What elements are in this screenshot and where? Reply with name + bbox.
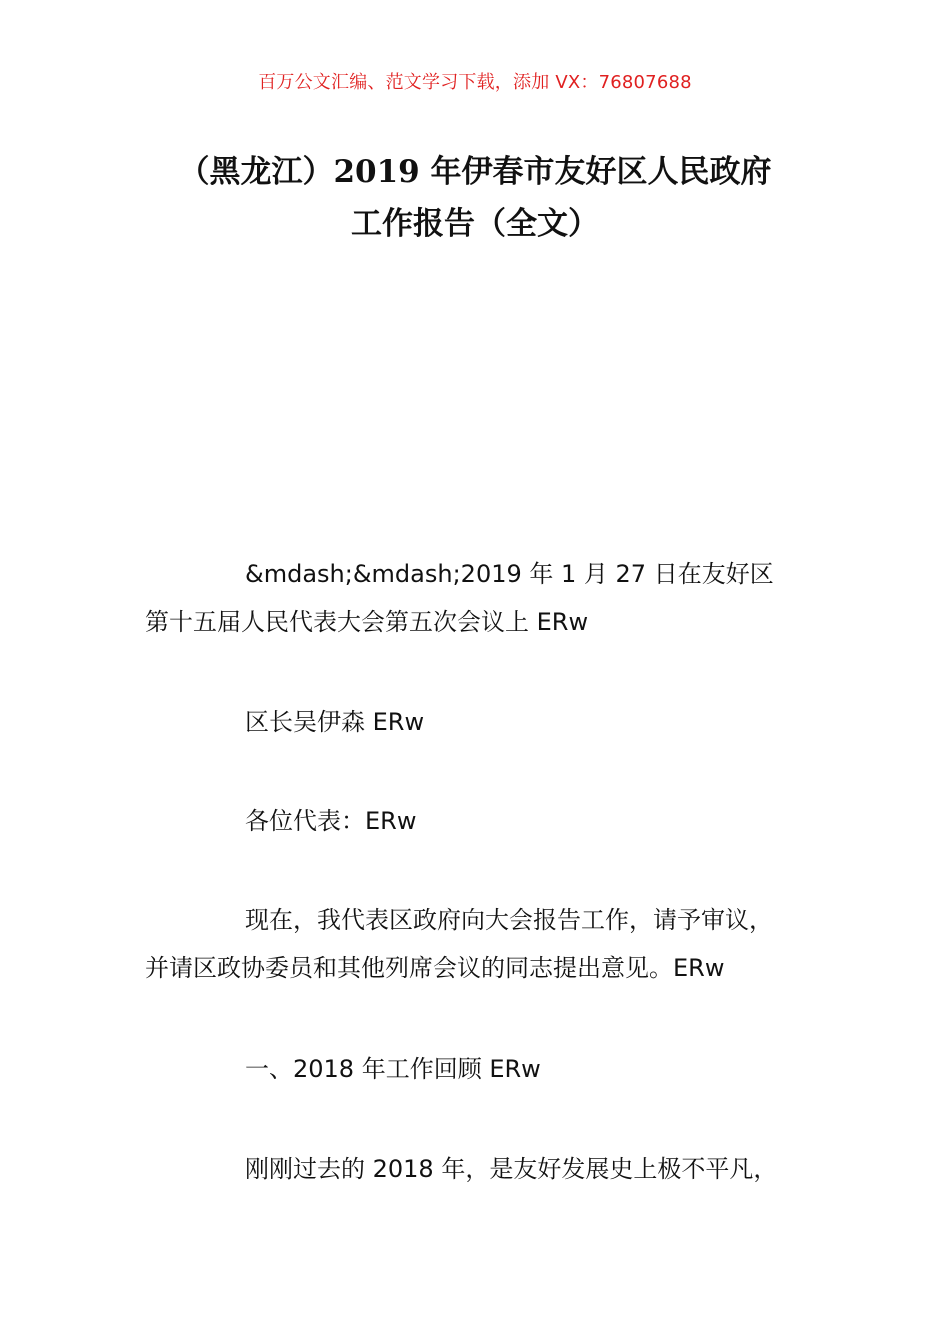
paragraph-review bbox=[145, 1145, 835, 1193]
paragraph-line: 并请区政协委员和其他列席会议的同志提出意见。ERw bbox=[145, 954, 725, 982]
paragraph-speaker bbox=[145, 698, 835, 746]
paragraph-line: &mdash;&mdash;2019 年 1 月 27 日在友好区 bbox=[245, 560, 774, 588]
header-note: 百万公文汇编、范文学习下载，添加 VX：76807688 bbox=[258, 72, 692, 93]
paragraph-line: 现在，我代表区政府向大会报告工作，请予审议， bbox=[245, 906, 773, 934]
paragraph-date-meeting bbox=[145, 550, 835, 646]
section-heading bbox=[145, 1045, 835, 1093]
paragraph-line: 一、2018 年工作回顾 ERw bbox=[245, 1055, 541, 1083]
paragraph-line: 各位代表：ERw bbox=[245, 807, 417, 835]
paragraph-line: 刚刚过去的 2018 年，是友好发展史上极不平凡， bbox=[245, 1155, 778, 1183]
document-title bbox=[0, 146, 950, 250]
paragraph-salutation bbox=[145, 797, 835, 845]
paragraph-intro bbox=[145, 896, 835, 992]
paragraph-line: 区长吴伊森 ERw bbox=[245, 708, 425, 736]
paragraph-line: 第十五届人民代表大会第五次会议上 ERw bbox=[145, 608, 589, 636]
title-line-1: （黑龙江）2019 年伊春市友好区人民政府 bbox=[178, 154, 772, 190]
title-line-2: 工作报告（全文） bbox=[351, 206, 599, 242]
